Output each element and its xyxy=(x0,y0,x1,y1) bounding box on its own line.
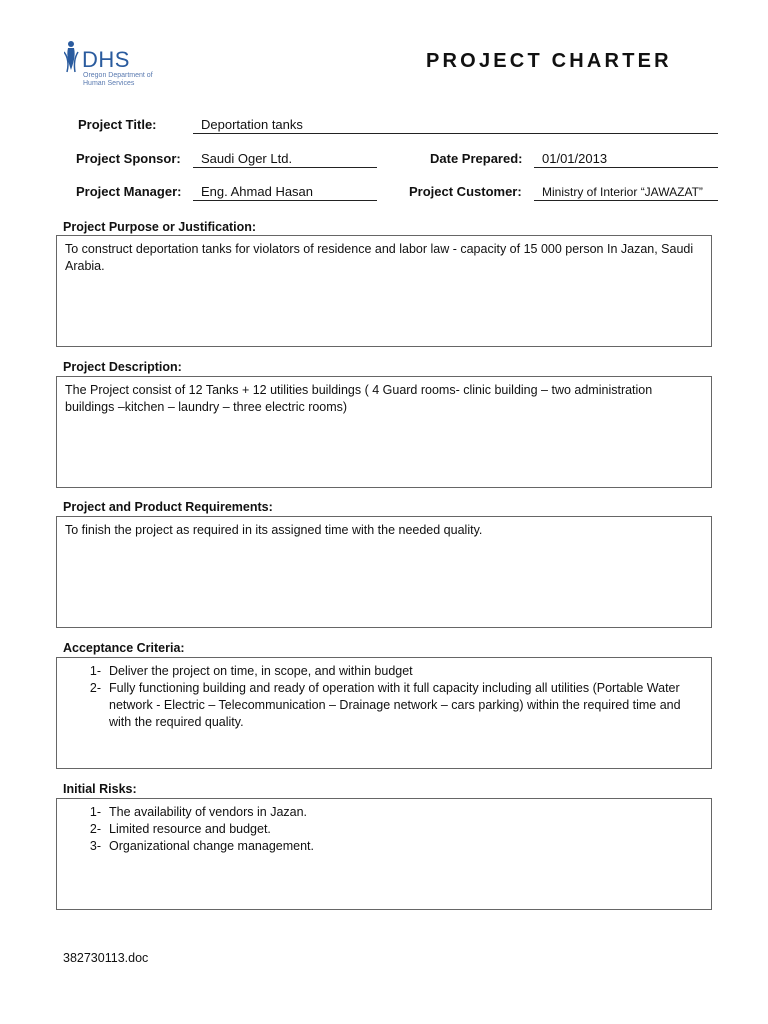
list-number: 2- xyxy=(89,681,101,695)
list-item xyxy=(65,838,703,855)
requirements-box[interactable] xyxy=(56,516,712,628)
project-customer-label: Project Customer: xyxy=(409,184,522,199)
list-item xyxy=(65,663,703,680)
list-number: 1- xyxy=(89,664,101,678)
project-sponsor-label: Project Sponsor: xyxy=(76,151,181,166)
project-title-label: Project Title: xyxy=(78,117,157,132)
project-manager-field[interactable]: Eng. Ahmad Hasan xyxy=(193,184,377,201)
requirements-heading: Project and Product Requirements: xyxy=(63,500,273,514)
project-title-field[interactable]: Deportation tanks xyxy=(193,117,718,134)
acceptance-list xyxy=(65,663,703,731)
logo-subtext: Oregon Department of Human Services xyxy=(83,72,153,87)
date-prepared-label: Date Prepared: xyxy=(430,151,523,166)
risks-heading: Initial Risks: xyxy=(63,782,137,796)
description-box[interactable] xyxy=(56,376,712,488)
risks-list xyxy=(65,804,703,855)
list-text: The availability of vendors in Jazan. xyxy=(109,805,308,819)
document-title: PROJECT CHARTER xyxy=(426,50,672,72)
project-manager-label: Project Manager: xyxy=(76,184,182,199)
list-item xyxy=(65,680,703,731)
risks-box[interactable] xyxy=(56,798,712,910)
list-text: Organizational change management. xyxy=(109,839,314,853)
list-item xyxy=(65,804,703,821)
list-text: Limited resource and budget. xyxy=(109,822,271,836)
requirements-text: To finish the project as required in its assigned time with the needed quality. xyxy=(65,523,483,537)
list-text: Fully functioning building and ready of operation with it full capacity including all utilities (Portable Water network - Electric – Telecommunication – Drainage network – cars parking) within the required time and with the required quality. xyxy=(109,681,681,729)
list-number: 2- xyxy=(89,822,101,836)
purpose-text: To construct deportation tanks for violators of residence and labor law - capacity of 15 000 person In Jazan, Saudi Arabia. xyxy=(65,242,694,273)
list-number: 1- xyxy=(89,805,101,819)
purpose-heading: Project Purpose or Justification: xyxy=(63,220,257,234)
description-heading: Project Description: xyxy=(63,360,182,374)
list-item xyxy=(65,821,703,838)
list-text: Deliver the project on time, in scope, and within budget xyxy=(109,664,413,678)
acceptance-box[interactable] xyxy=(56,657,712,769)
purpose-box[interactable] xyxy=(56,235,712,347)
list-number: 3- xyxy=(89,839,101,853)
acceptance-heading: Acceptance Criteria: xyxy=(63,641,185,655)
project-customer-field[interactable]: Ministry of Interior “JAWAZAT” xyxy=(534,184,718,201)
description-text: The Project consist of 12 Tanks + 12 utilities buildings ( 4 Guard rooms- clinic building – two administration buildings –kitchen – laundry – three electric rooms) xyxy=(65,383,653,414)
date-prepared-field[interactable]: 01/01/2013 xyxy=(534,151,718,168)
logo-text: DHS xyxy=(82,47,130,72)
project-sponsor-field[interactable]: Saudi Oger Ltd. xyxy=(193,151,377,168)
footer-filename: 382730113.doc xyxy=(63,951,149,965)
